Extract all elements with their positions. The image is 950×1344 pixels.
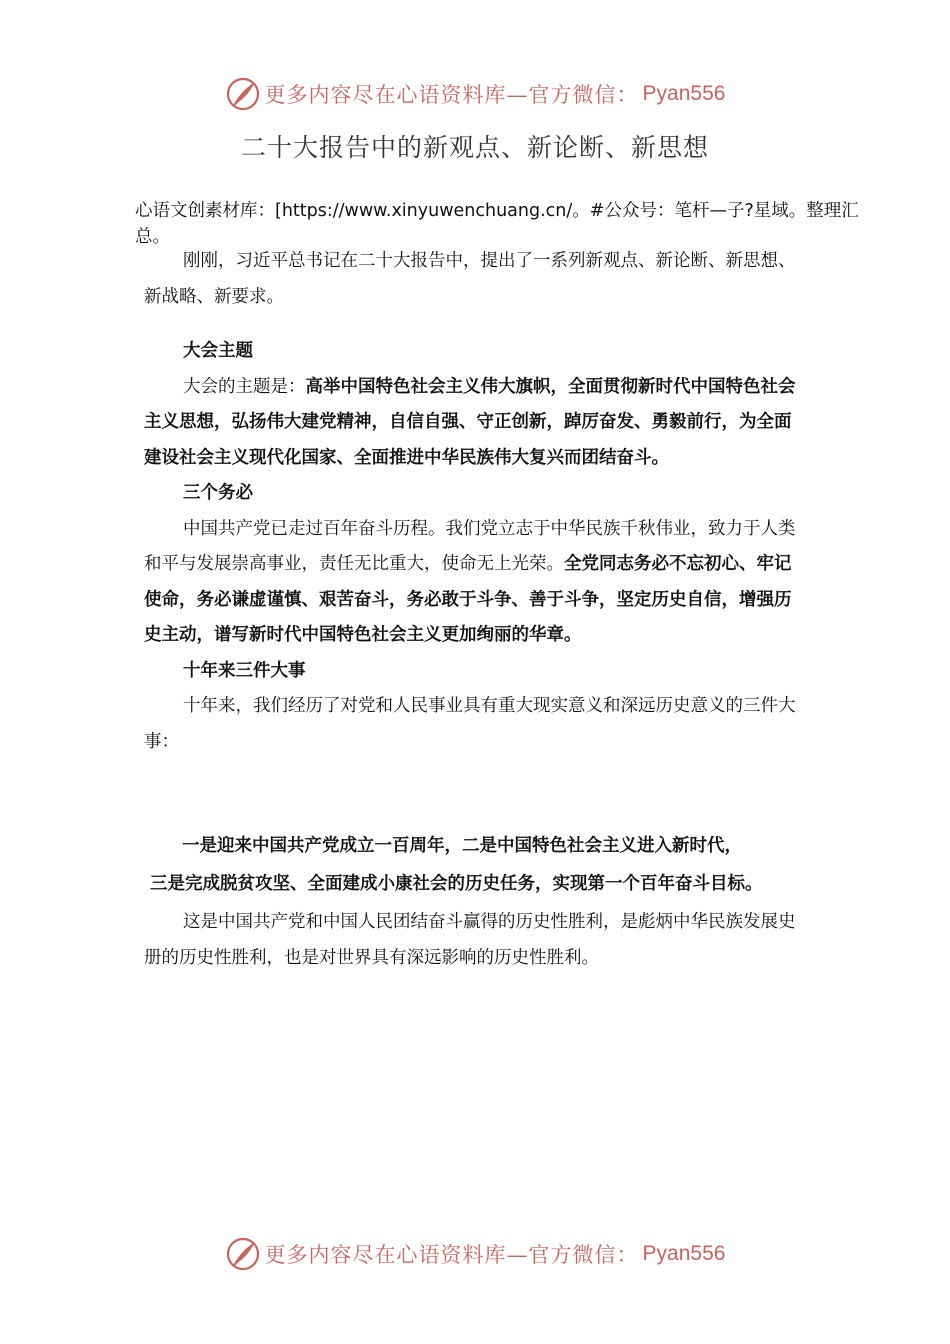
highlight-line: 三是完成脱贫攻坚、全面建成小康社会的历史任务，实现第一个百年奋斗目标。 — [150, 874, 763, 894]
banner-text: 更多内容尽在心语资料库—官方微信： — [264, 1243, 639, 1267]
section-heading: 十年来三件大事 — [183, 660, 306, 681]
sections — [144, 334, 804, 760]
page-title: 二十大报告中的新观点、新论断、新思想 — [240, 133, 709, 162]
closing-paragraph — [144, 905, 804, 976]
highlight-line: 一是迎来中国共产党成立一百周年，二是中国特色社会主义进入新时代， — [182, 836, 742, 856]
footer-banner — [0, 1232, 950, 1276]
section-bold: 全党同志务必不忘初心、牢记使命，务必谦虚谨慎、艰苦奋斗，务必敢于斗争、善于斗争，坚定历史自信，增强历史主动，谱写新时代中国特色社会主义更加绚丽的华章。 — [144, 554, 792, 645]
banner-wechat-id: Pyan556 — [642, 82, 726, 105]
section-paragraph — [144, 370, 804, 477]
intro-text: 刚刚，习近平总书记在二十大报告中，提出了一系列新观点、新论断、新思想、新战略、新要求。 — [144, 251, 796, 307]
banner-wechat-id: Pyan556 — [642, 1242, 726, 1265]
intro-paragraph — [144, 244, 804, 315]
banner-text: 更多内容尽在心语资料库—官方微信： — [264, 83, 639, 107]
quill-logo-icon — [225, 76, 261, 112]
quill-logo-icon — [225, 1236, 261, 1272]
section-paragraph: 十年来，我们经历了对党和人民事业具有重大现实意义和深远历史意义的三件大事： — [144, 696, 796, 752]
section-heading: 大会主题 — [183, 341, 253, 361]
header-banner — [0, 72, 950, 116]
section-lead: 大会的主题是： — [183, 376, 306, 397]
section-lead: 中国共产党已走过百年奋斗历程。我们党立志于中华民族千秋伟业，致力于人类和平与发展崇高事业，责任无比重大，使命无上光荣。 — [144, 518, 796, 574]
source-line: 心语文创素材库：[https://www.xinyuwenchuang.cn/。#公众号：笔杆—子?星域。整理汇总。 — [135, 201, 859, 247]
section-heading: 三个务必 — [183, 483, 253, 503]
section-bold: 高举中国特色社会主义伟大旗帜，全面贯彻新时代中国特色社会主义思想，弘扬伟大建党精神，自信自强、守正创新，踔厉奋发、勇毅前行，为全面建设社会主义现代化国家、全面推进中华民族伟大复兴而团结奋斗。 — [144, 376, 796, 468]
closing-text: 这是中国共产党和中国人民团结奋斗赢得的历史性胜利，是彪炳中华民族发展史册的历史性胜利，也是对世界具有深远影响的历史性胜利。 — [144, 912, 796, 968]
section-paragraph — [144, 512, 804, 654]
